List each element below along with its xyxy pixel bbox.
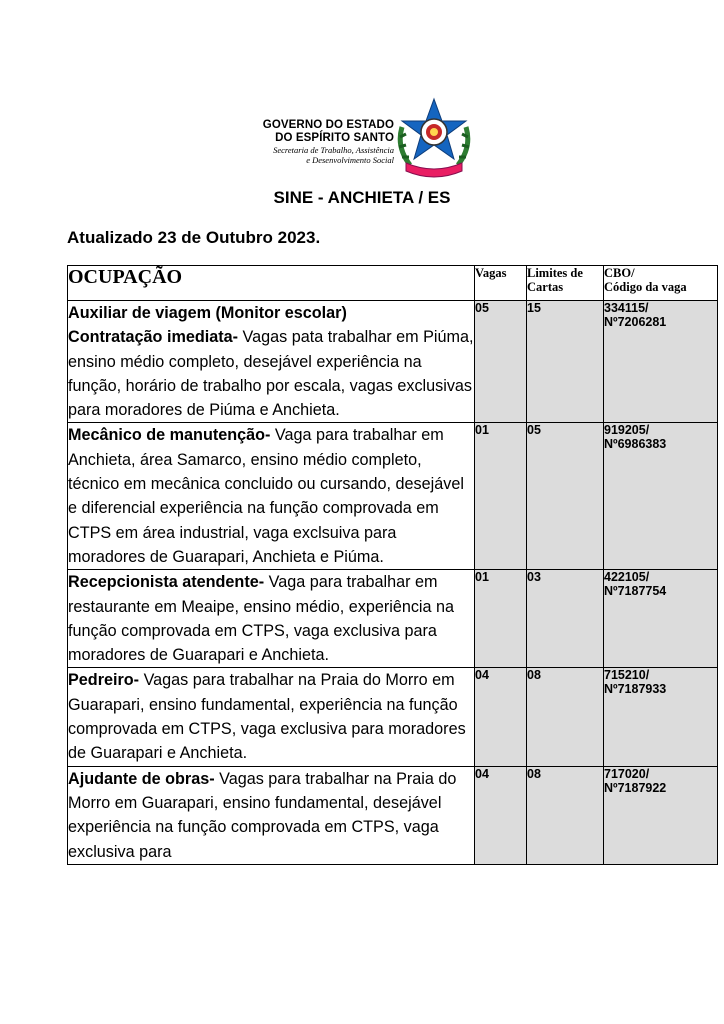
limite-cell: 03 <box>527 570 604 668</box>
job-title: Mecânico de manutenção- <box>68 426 271 445</box>
table-row <box>68 570 718 668</box>
job-description <box>68 423 475 570</box>
cbo-cell <box>604 570 718 668</box>
updated-date: Atualizado 23 de Outubro 2023. <box>67 228 321 247</box>
cbo-cell <box>604 668 718 766</box>
header-occupation: OCUPAÇÃO <box>68 266 475 301</box>
job-title: Ajudante de obras- <box>68 769 215 788</box>
dept-line-2: e Desenvolvimento Social <box>306 155 394 165</box>
header-limites-line1: Limites de <box>527 266 583 280</box>
header-cbo <box>604 266 718 301</box>
job-title: Auxiliar de viagem (Monitor escolar) <box>68 304 347 322</box>
table-row <box>68 766 718 864</box>
limite-cell: 05 <box>527 423 604 570</box>
vaga-code: Nº7206281 <box>604 315 667 329</box>
table-row <box>68 668 718 766</box>
letterhead <box>244 97 484 177</box>
table-row <box>68 301 718 423</box>
org-line-2: DO ESPÍRITO SANTO <box>275 132 394 144</box>
job-text: Vaga para trabalhar em Anchieta, área Samarco, ensino médio completo, técnico em mecânica concluido ou cursando, desejável e diferencial experiência na função comprovada em CTPS em área industrial, vaga exclsuiva para moradores de Guarapari, Anchieta e Piúma. <box>68 426 464 566</box>
job-text: Vagas pata trabalhar em Piúma, ensino médio completo, desejável experiência na função, horário de trabalho por escala, vagas exclusivas para moradores de Piúma e Anchieta. <box>68 328 474 420</box>
job-description <box>68 766 475 864</box>
job-description <box>68 301 475 423</box>
page-title: SINE - ANCHIETA / ES <box>273 188 451 207</box>
vaga-code: Nº7187933 <box>604 682 667 697</box>
vaga-code: Nº6986383 <box>604 437 667 452</box>
table-row <box>68 423 718 570</box>
table-header-row <box>68 266 718 301</box>
org-line-1: GOVERNO DO ESTADO <box>262 119 394 131</box>
header-vagas: Vagas <box>475 266 527 301</box>
vaga-code: Nº7187922 <box>604 780 667 795</box>
cbo-code: 422105/ <box>604 570 650 585</box>
vagas-cell: 04 <box>475 668 527 766</box>
limite-cell: 15 <box>527 301 604 423</box>
limite-cell: 08 <box>527 668 604 766</box>
job-description <box>68 570 475 668</box>
cbo-code: 334115/ <box>604 301 649 315</box>
jobs-table <box>67 265 718 865</box>
cbo-code: 919205/ <box>604 423 650 438</box>
cbo-cell <box>604 766 718 864</box>
vaga-code: Nº7187754 <box>604 584 667 599</box>
cbo-cell <box>604 423 718 570</box>
job-subtitle: Contratação imediata- <box>68 328 239 347</box>
header-limites <box>527 266 604 301</box>
vagas-cell: 01 <box>475 423 527 570</box>
header-cbo-line2: Código da vaga <box>604 280 687 294</box>
cbo-code: 715210/ <box>604 668 650 683</box>
government-text <box>244 119 394 165</box>
dept-line-1: Secretaria de Trabalho, Assistência <box>273 145 394 155</box>
vagas-cell: 04 <box>475 766 527 864</box>
vagas-cell: 05 <box>475 301 527 423</box>
header-cbo-line1: CBO/ <box>604 266 635 280</box>
job-title: Recepcionista atendente- <box>68 573 265 592</box>
job-title: Pedreiro- <box>68 671 140 690</box>
cbo-cell <box>604 301 718 423</box>
job-text: Vagas para trabalhar na Praia do Morro em Guarapari, ensino fundamental, experiência na função comprovada em CTPS, vaga exclusiva para moradores de Guarapari e Anchieta. <box>68 671 466 763</box>
job-description <box>68 668 475 766</box>
coat-of-arms-logo <box>392 97 476 179</box>
cbo-code: 717020/ <box>604 766 650 781</box>
header-limites-line2: Cartas <box>527 280 564 294</box>
job-text: Vagas para trabalhar na Praia do Morro em Guarapari, ensino fundamental, desejável experiência na função comprovada em CTPS, vaga exclusiva para <box>68 769 457 861</box>
vagas-cell: 01 <box>475 570 527 668</box>
limite-cell: 08 <box>527 766 604 864</box>
job-text: Vaga para trabalhar em restaurante em Meaipe, ensino médio, experiência na função comprovada em CTPS, vaga exclusiva para moradores de Guarapari e Anchieta. <box>68 573 455 665</box>
